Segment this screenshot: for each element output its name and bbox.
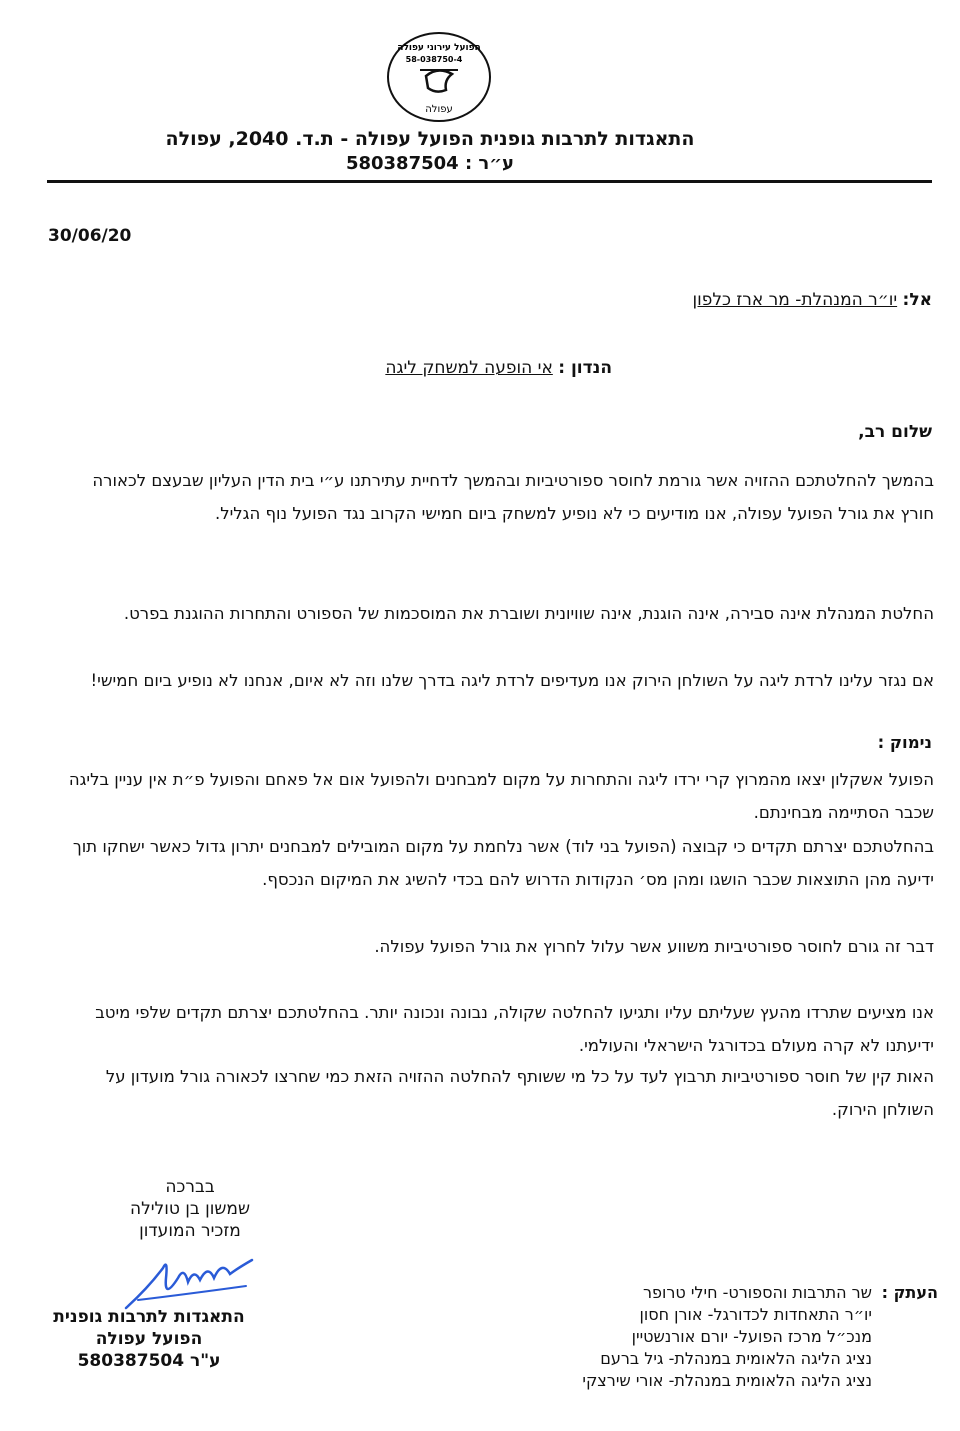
signer-title: מזכיר המועדון [139,1221,241,1241]
body-paragraph-5: בהחלטתכם יצרתם תקדים כי קבוצה (הפועל בני לוד) אשר נלחמת על מקום המובילים למבחנים יתרון גדול כאשר ישחקו תוך ידיעה מהן התוצאות שכבר הושגו ומהן מס׳ הנקודות הדרוש להם בכדי להשיג את המיקום הנכסף. [72,837,934,889]
cc-recipient: מנכ״ל מרכז הפועל- יורם אורנשטיין [631,1327,872,1346]
reasoning-label: נימוק : [877,733,932,752]
stamp-line-2: הפועל עפולה [95,1329,203,1349]
subject-line [385,358,612,378]
cc-recipient: שר התרבות והספורט- חילי טרופר [642,1283,872,1302]
stamp-line-3: ע"ר 580387504 [77,1351,221,1371]
logo-text-number: 58-038750-4 [405,55,463,64]
cc-recipient: נציג הליגה הלאומית במנהלת- אורי שירצקי [582,1371,872,1390]
closing-block [100,1176,280,1242]
cc-label: העתק : [881,1283,938,1302]
registration-number: ע״ר : 580387504 [345,153,515,174]
cc-recipient: נציג הליגה הלאומית במנהלת- גיל ברעם [600,1349,872,1368]
body-paragraph-2: החלטת המנהלת אינה סבירה, אינה הוגנת, אינה שוויונית ושוברת את המוסכמות של הספורט והתחרות ההוגנת בפרט. [123,604,934,623]
club-logo [386,30,492,124]
body-paragraph-8: האות קין של חוסר ספורטיביות תרבוץ לעד על כל מי ששותף להחלטה ההזויה הזאת כמי שחרצו לכאורה גורל מועדון על השולחן הירוק. [105,1067,934,1119]
subject-value: אי הופעה למשחק ליגה [385,358,553,378]
body-paragraph-6: דבר זה גורם לחוסר ספורטיביות משווע אשר עלול לחרוץ את גורל הפועל עפולה. [374,937,934,956]
organization-header: התאגדות לתרבות גופנית הפועל עפולה - ת.ד. 2040, עפולה [165,128,695,150]
recipient-line [692,290,932,310]
stamp-line-1: התאגדות לתרבות גופנית [53,1307,245,1327]
cc-block [582,1282,938,1392]
body-paragraph-3: אם נגזר עלינו לרדת ליגה על השולחן הירוק אנו מעדיפים לרדת ליגה בדרך שלנו וזה לא איום, אנחנו לא נופיע ביום חמישי! [90,671,934,690]
letter-date: 30/06/20 [48,226,132,246]
cc-recipient: יו״ר התאחדות לכדורגל- אורן חסון [639,1305,872,1324]
recipient-label: אל: [902,290,932,310]
header-divider [47,180,932,183]
cc-list [582,1282,872,1392]
body-paragraph-1: בהמשך להחלטתכם ההזויה אשר גורמת לחוסר ספורטיביות ובהמשך לדחיית עתירתנו ע״י בית הדין העליון שבעצם לכאורה חורץ את גורל הפועל עפולה, אנו מודיעים כי לא נופיע למשחק ביום חמישי הקרוב נגד הפועל נוף הגליל. [92,471,934,523]
body-paragraph-4: הפועל אשקלון יצאו מהמרוץ קרי ירדו ליגה והתחרות על מקום למבחנים ולהפועל אום אל פאחם והפועל פ״ת אין עניין בליגה שכבר הסתיימה מבחינתם. [68,770,934,822]
recipient-value: יו״ר המנהלת- מר ארז כלפון [692,290,898,310]
signer-name: שמשון בן טולילה [129,1199,251,1219]
subject-label: הנדון : [558,358,612,378]
logo-text-bottom: עפולה [425,104,453,115]
organization-stamp [44,1306,254,1372]
body-paragraph-7: אנו מציעים שתרדו מהעץ שעליתם עליו ותגיעו להחלטה שקולה, נבונה ונכונה יותר. בהחלטתכם יצרתם תקדים שלפי מיטב ידיעתנו לא קרה מעולם בכדורגל הישראלי והעולמי. [95,1003,934,1055]
closing-salutation: בברכה [165,1177,215,1197]
logo-text-top: הפועל עירוני עפולה [397,43,481,53]
greeting: שלום רב, [858,422,932,442]
